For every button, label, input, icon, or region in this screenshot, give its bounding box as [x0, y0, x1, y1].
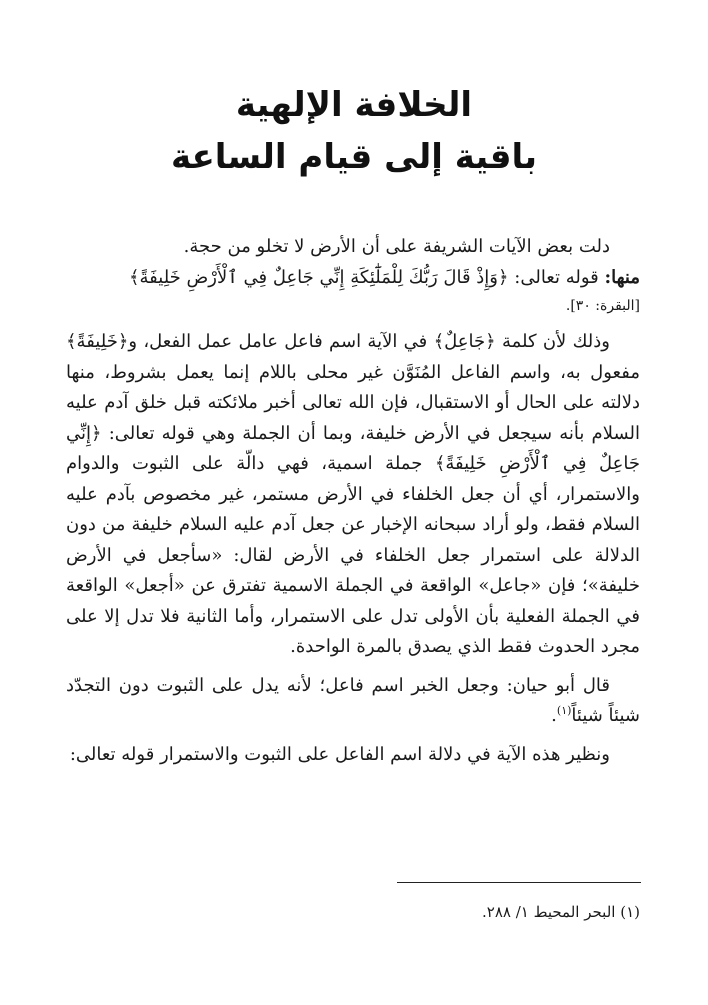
paragraph-quote — [66, 671, 640, 732]
paragraph-explanation: وذلك لأن كلمة ﴿جَاعِلٌ﴾ في الآية اسم فاعل عامل عمل الفعل، و﴿خَلِيفَةً﴾ مفعول به، واسم الفاعل المُنَوَّن غير محلى باللام إنما يعمل بشروط، منها دلالته على الحال أو الاستقبال، فإن الله تعالى أخبر ملائكته قبل خلق آدم عليه السلام بأنه سيجعل في الأرض خليفة، وبما أن الجملة وهي قوله تعالى: ﴿إِنِّي جَاعِلٌ فِي ٱلْأَرْضِ خَلِيفَةً﴾ جملة اسمية، فهي دالّة على الثبوت والدوام والاستمرار، أي أن جعل الخلفاء في الأرض مستمر، غير مخصوص بآدم عليه السلام فقط، ولو أراد سبحانه الإخبار عن جعل آدم عليه السلام خليفة من دون الدلالة على استمرار جعل الخلفاء في الأرض لقال: «سأجعل في الأرض خليفة»؛ فإن «جاعل» الواقعة في الجملة الاسمية تفترق عن «أجعل» الواقعة في الجملة الفعلية بأن الأولى تدل على الاستمرار، وأما الثانية فلا تدل إلا على مجرد الحدوث فقط الذي يصدق بالمرة الواحدة. — [66, 331, 640, 657]
page-title: الخلافة الإلهية — [235, 85, 473, 125]
verse-label: منها: — [604, 266, 640, 288]
paragraph-verse — [66, 263, 640, 320]
quote-text: قال أبو حيان: وجعل الخبر اسم فاعل؛ لأنه يدل على الثبوت دون التجدّد شيئاً شيئاً — [66, 674, 640, 726]
verse-reference: [البقرة: ٣٠]. — [565, 298, 640, 314]
footnote: (١) البحر المحيط ١/ ٢٨٨. — [481, 903, 640, 921]
paragraph-intro: دلت بعض الآيات الشريفة على أن الأرض لا تخلو من حجة. — [183, 236, 610, 257]
body-text — [66, 232, 640, 770]
page-subtitle: باقية إلى قيام الساعة — [170, 137, 538, 177]
quote-end: . — [551, 705, 557, 726]
paragraph-closing: ونظير هذه الآية في دلالة اسم الفاعل على الثبوت والاستمرار قوله تعالى: — [69, 743, 610, 765]
footnote-divider — [397, 882, 641, 883]
footnote-marker: (١) — [556, 704, 572, 717]
verse-text: قوله تعالى: ﴿وَإِذْ قَالَ رَبُّكَ لِلْمَلَٰٓئِكَةِ إِنِّي جَاعِلٌ فِي ٱلْأَرْضِ خَلِيفَةً﴾ — [128, 266, 599, 288]
